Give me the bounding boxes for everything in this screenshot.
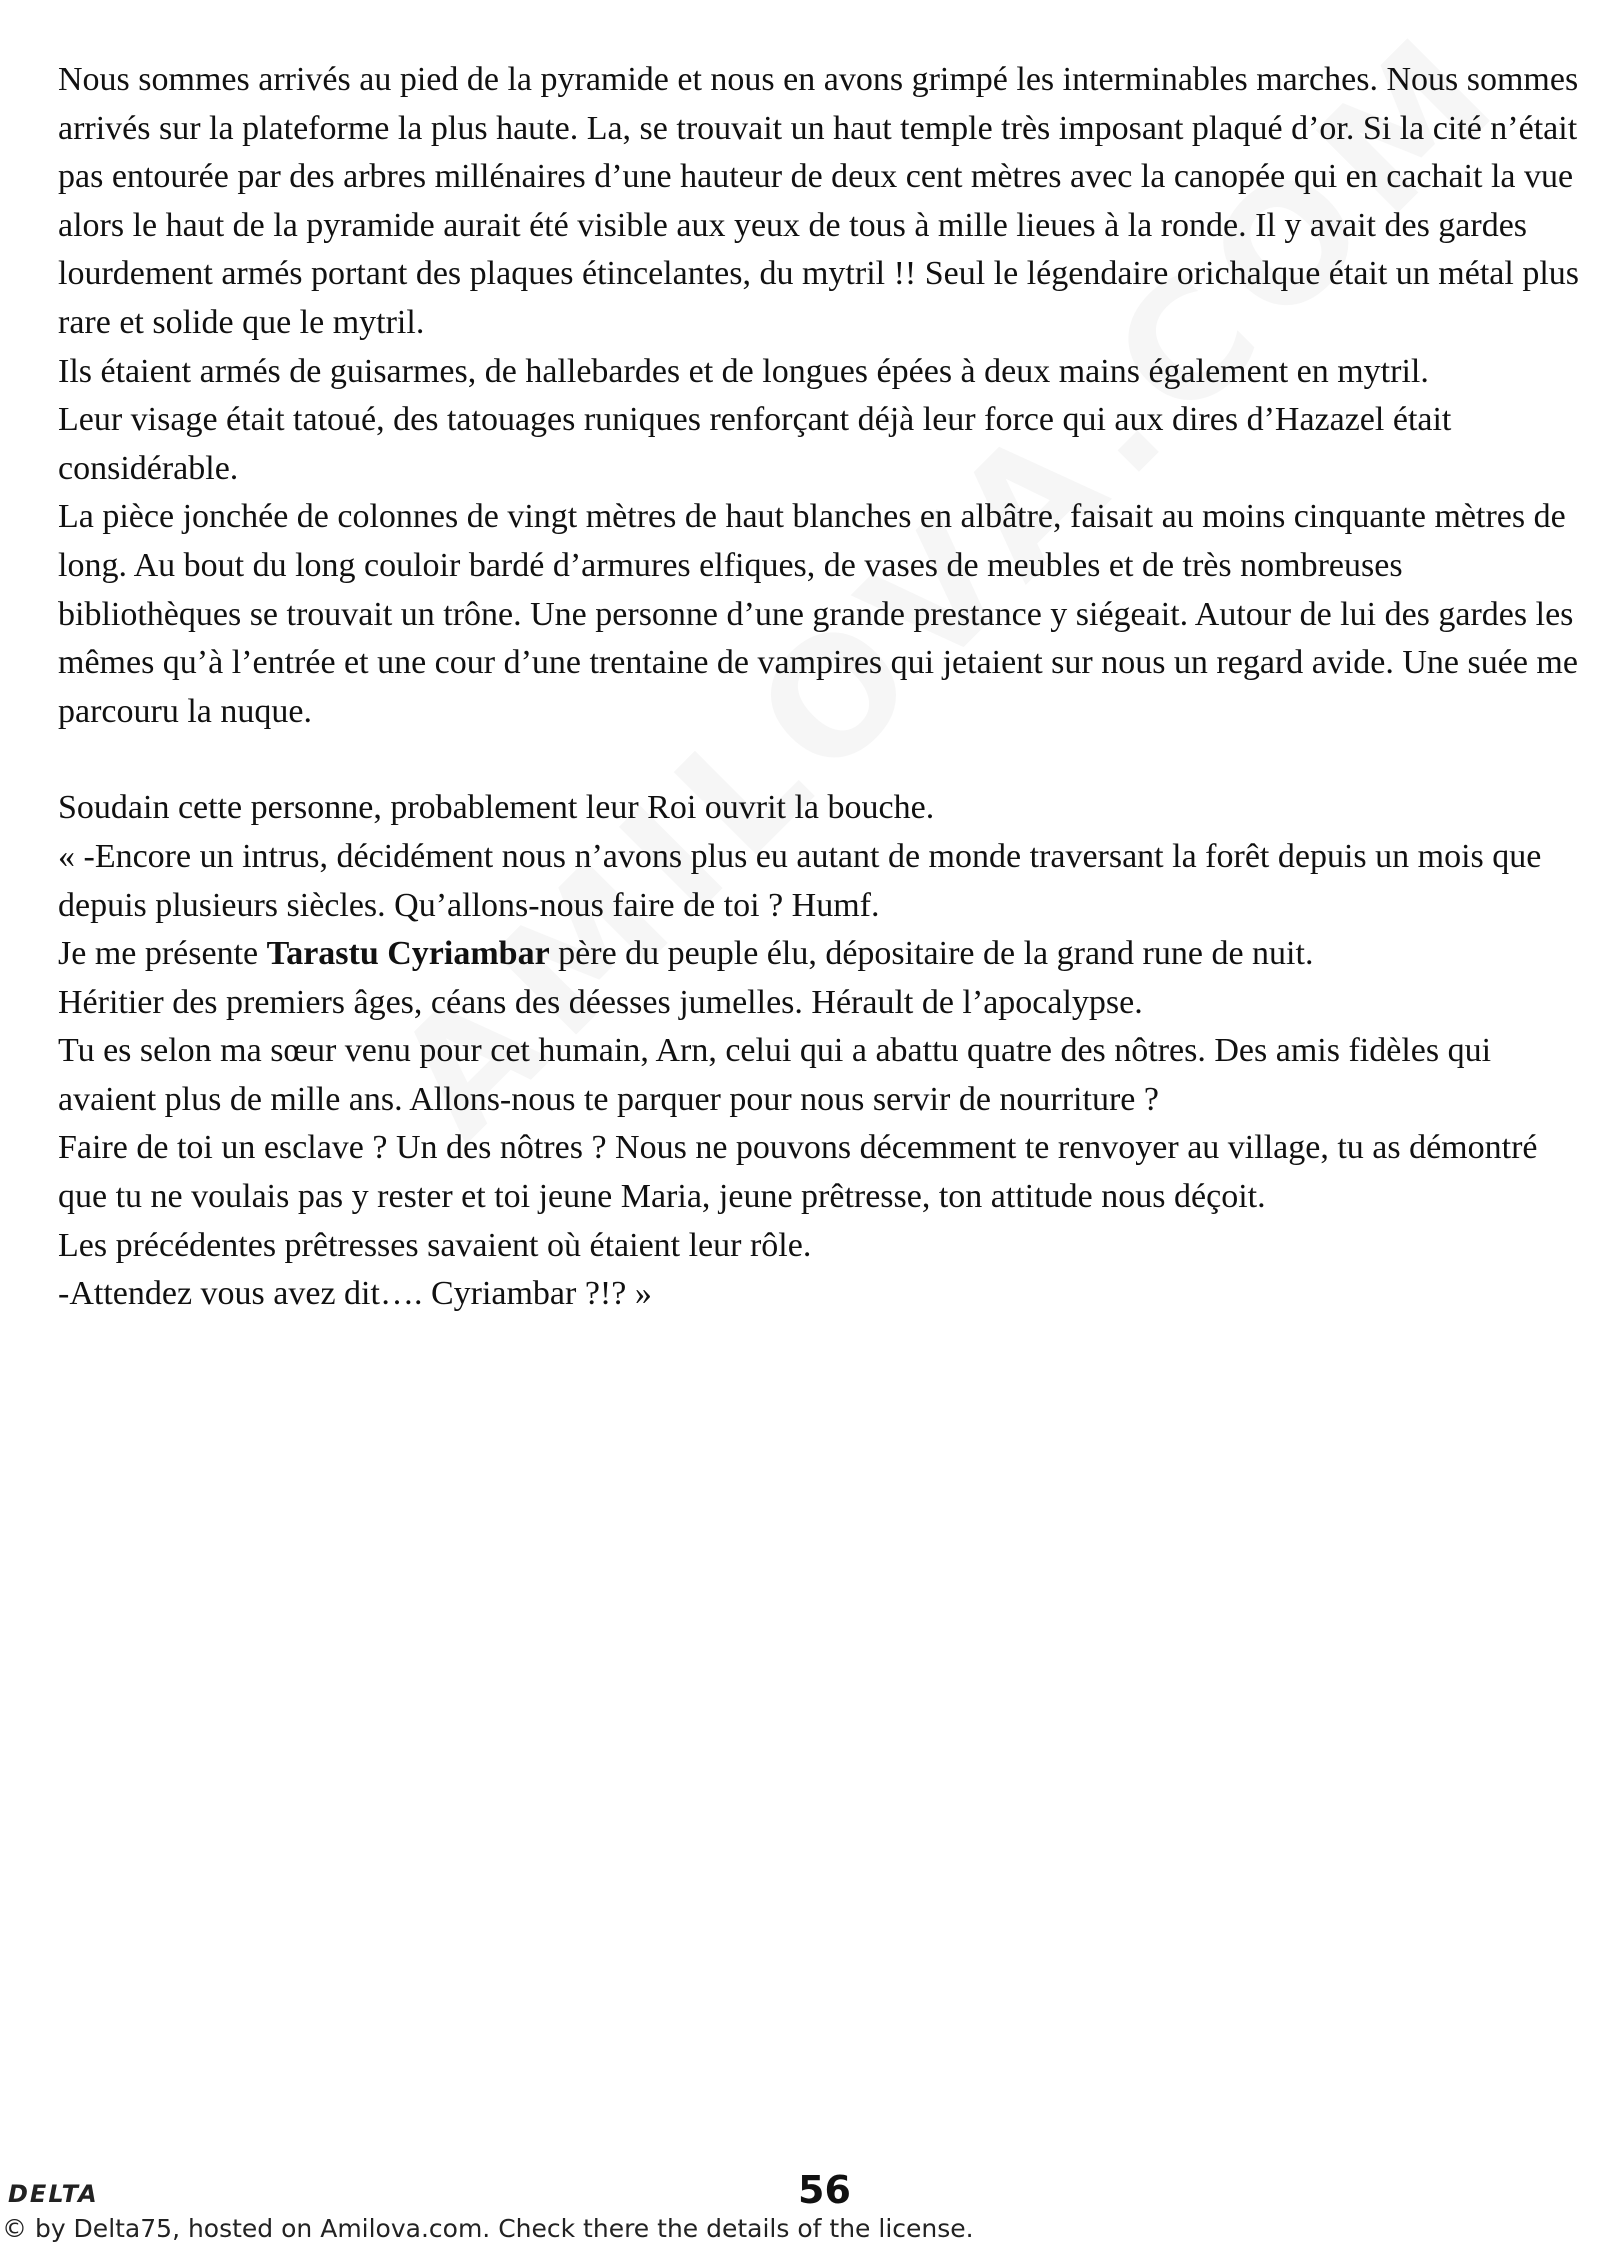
copyright-notice: © by Delta75, hosted on Amilova.com. Check there the details of the license. [2,2214,974,2243]
paragraph-3: Leur visage était tatoué, des tatouages runiques renforçant déjà leur force qui aux dires d’Hazazel était considérable. [58,401,1452,487]
paragraph-1: Nous sommes arrivés au pied de la pyramide et nous en avons grimpé les interminables marches. Nous sommes arrivés sur la plateforme la plus haute. La, se trouvait un haut temple très imposant plaqué d’or. Si la cité n’était pas entourée par des arbres millénaires d’une hauteur de deux cent mètres avec la canopée qui en cachait la vue alors le haut de la pyramide aurait été visible aux yeux de tous à mille lieues à la ronde. Il y avait des gardes lourdement armés portant des plaques étincelantes, du mytril !! Seul le légendaire orichalque était un métal plus rare et solide que le mytril. [58,61,1580,341]
paragraph-7: Héritier des premiers âges, céans des déesses jumelles. Hérault de l’apocalypse. [58,983,1143,1021]
king-name: Tarastu Cyriambar [266,935,550,973]
story-text [58,56,1583,1319]
intro-after: père du peuple élu, dépositaire de la grand rune de nuit. [549,935,1314,973]
king-introduction [58,930,1583,979]
page-number: 56 [798,2168,851,2212]
paragraph-4: La pièce jonchée de colonnes de vingt mètres de haut blanches en albâtre, faisait au moins cinquante mètres de long. Au bout du long couloir bardé d’armures elfiques, de vases de meubles et de très nombreuses bibliothèques se trouvait un trône. Une personne d’une grande prestance y siégeait. Autour de lui des gardes les mêmes qu’à l’entrée et une cour d’une trentaine de vampires qui jetaient sur nous un regard avide. Une suée me parcouru la nuque. [58,498,1578,730]
paragraph-11: -Attendez vous avez dit…. Cyriambar ?!? » [58,1275,652,1313]
intro-before: Je me présente [58,935,267,973]
delta-logo: DELTA [8,2180,99,2208]
paragraph-9: Faire de toi un esclave ? Un des nôtres ? Nous ne pouvons décemment te renvoyer au village, tu as démontré que tu ne voulais pas y rester et toi jeune Maria, jeune prêtresse, ton attitude nous déçoit. [58,1129,1538,1216]
paragraph-8: Tu es selon ma sœur venu pour cet humain, Arn, celui qui a abattu quatre des nôtres. Des amis fidèles qui avaient plus de mille ans. Allons-nous te parquer pour nous servir de nourriture ? [58,1032,1492,1118]
paragraph-10: Les précédentes prêtresses savaient où étaient leur rôle. [58,1226,812,1264]
paragraph-5: Soudain cette personne, probablement leur Roi ouvrit la bouche. [58,789,935,827]
paragraph-gap [58,736,1583,784]
paragraph-2: Ils étaient armés de guisarmes, de hallebardes et de longues épées à deux mains également en mytril. [58,352,1429,390]
paragraph-6: « -Encore un intrus, décidément nous n’avons plus eu autant de monde traversant la forêt depuis un mois que depuis plusieurs siècles. Qu’allons-nous faire de toi ? Humf. [58,837,1542,924]
